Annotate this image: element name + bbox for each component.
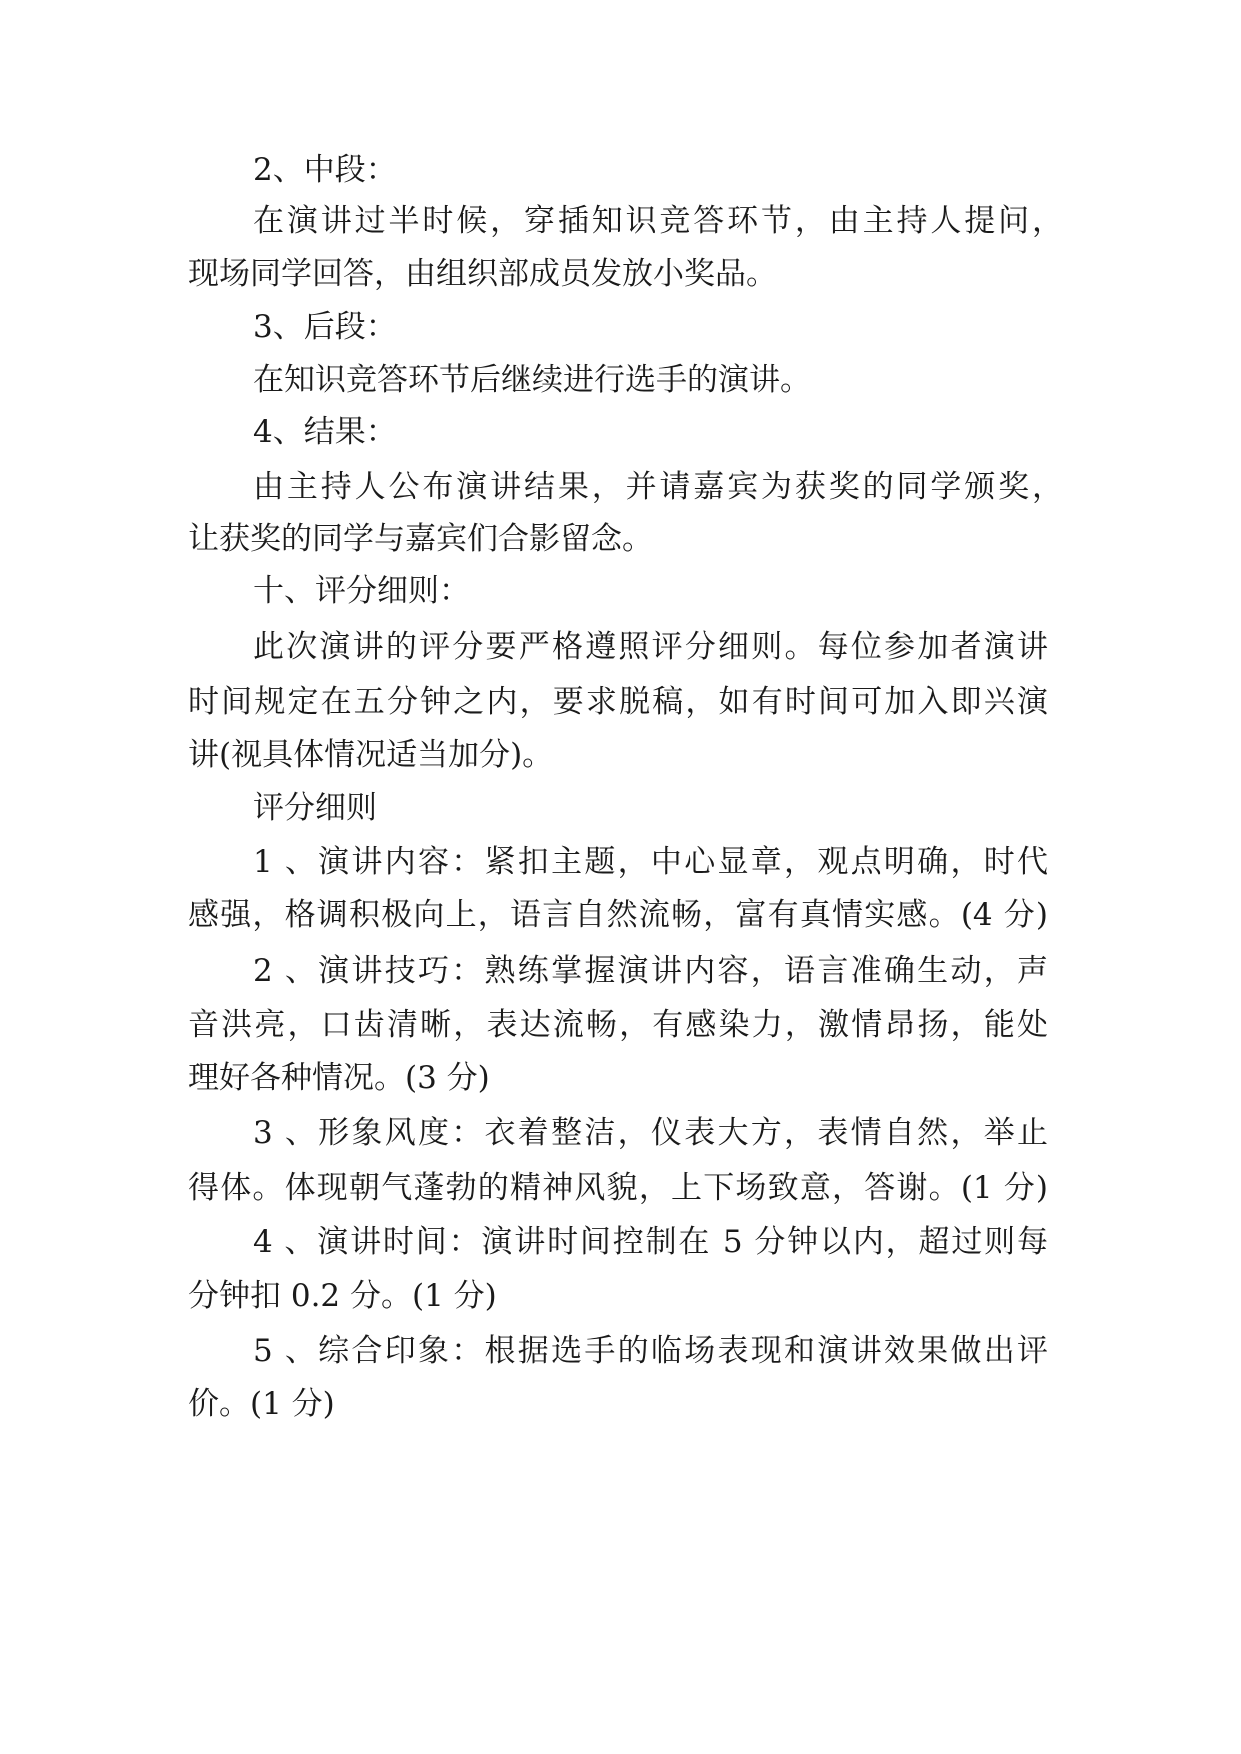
- paragraph-line: 由主持人公布演讲结果，并请嘉宾为获奖的同学颁奖，: [253, 469, 1063, 505]
- rule-item-4: 4 、演讲时间：演讲时间控制在 5 分钟以内，超过则每: [253, 1224, 1048, 1260]
- rule-item-4-cont: 分钟扣 0.2 分。(1 分): [188, 1278, 497, 1314]
- rule-item-2-cont: 理好各种情况。(3 分): [188, 1060, 490, 1096]
- rule-item-1-cont: 感强，格调积极向上，语言自然流畅，富有真情实感。(4 分): [188, 897, 1048, 933]
- paragraph-line: 在演讲过半时候，穿插知识竞答环节，由主持人提问，: [253, 203, 1063, 239]
- paragraph-line: 在知识竞答环节后继续进行选手的演讲。: [253, 362, 811, 398]
- paragraph-line: 此次演讲的评分要严格遵照评分细则。每位参加者演讲: [253, 629, 1048, 665]
- subheading-scoring-rules: 评分细则: [253, 790, 377, 826]
- paragraph-line: 让获奖的同学与嘉宾们合影留念。: [188, 521, 653, 557]
- section-heading-scoring: 十、评分细则：: [253, 573, 470, 609]
- paragraph-line: 现场同学回答，由组织部成员发放小奖品。: [188, 256, 777, 292]
- section-heading-middle: 2、中段：: [253, 152, 397, 188]
- rule-item-3: 3 、形象风度：衣着整洁，仪表大方，表情自然，举止: [253, 1115, 1048, 1151]
- rule-item-2-cont: 音洪亮，口齿清晰，表达流畅，有感染力，激情昂扬，能处: [188, 1007, 1048, 1043]
- paragraph-line: 时间规定在五分钟之内，要求脱稿，如有时间可加入即兴演: [188, 684, 1048, 720]
- rule-item-5: 5 、综合印象：根据选手的临场表现和演讲效果做出评: [253, 1333, 1048, 1369]
- rule-item-1: 1 、演讲内容：紧扣主题，中心显章，观点明确，时代: [253, 844, 1048, 880]
- section-heading-result: 4、结果：: [253, 414, 397, 450]
- rule-item-3-cont: 得体。体现朝气蓬勃的精神风貌，上下场致意，答谢。(1 分): [188, 1170, 1048, 1206]
- rule-item-2: 2 、演讲技巧：熟练掌握演讲内容，语言准确生动，声: [253, 953, 1048, 989]
- section-heading-late: 3、后段：: [253, 309, 397, 345]
- paragraph-line: 讲(视具体情况适当加分)。: [188, 737, 554, 773]
- rule-item-5-cont: 价。(1 分): [188, 1386, 335, 1422]
